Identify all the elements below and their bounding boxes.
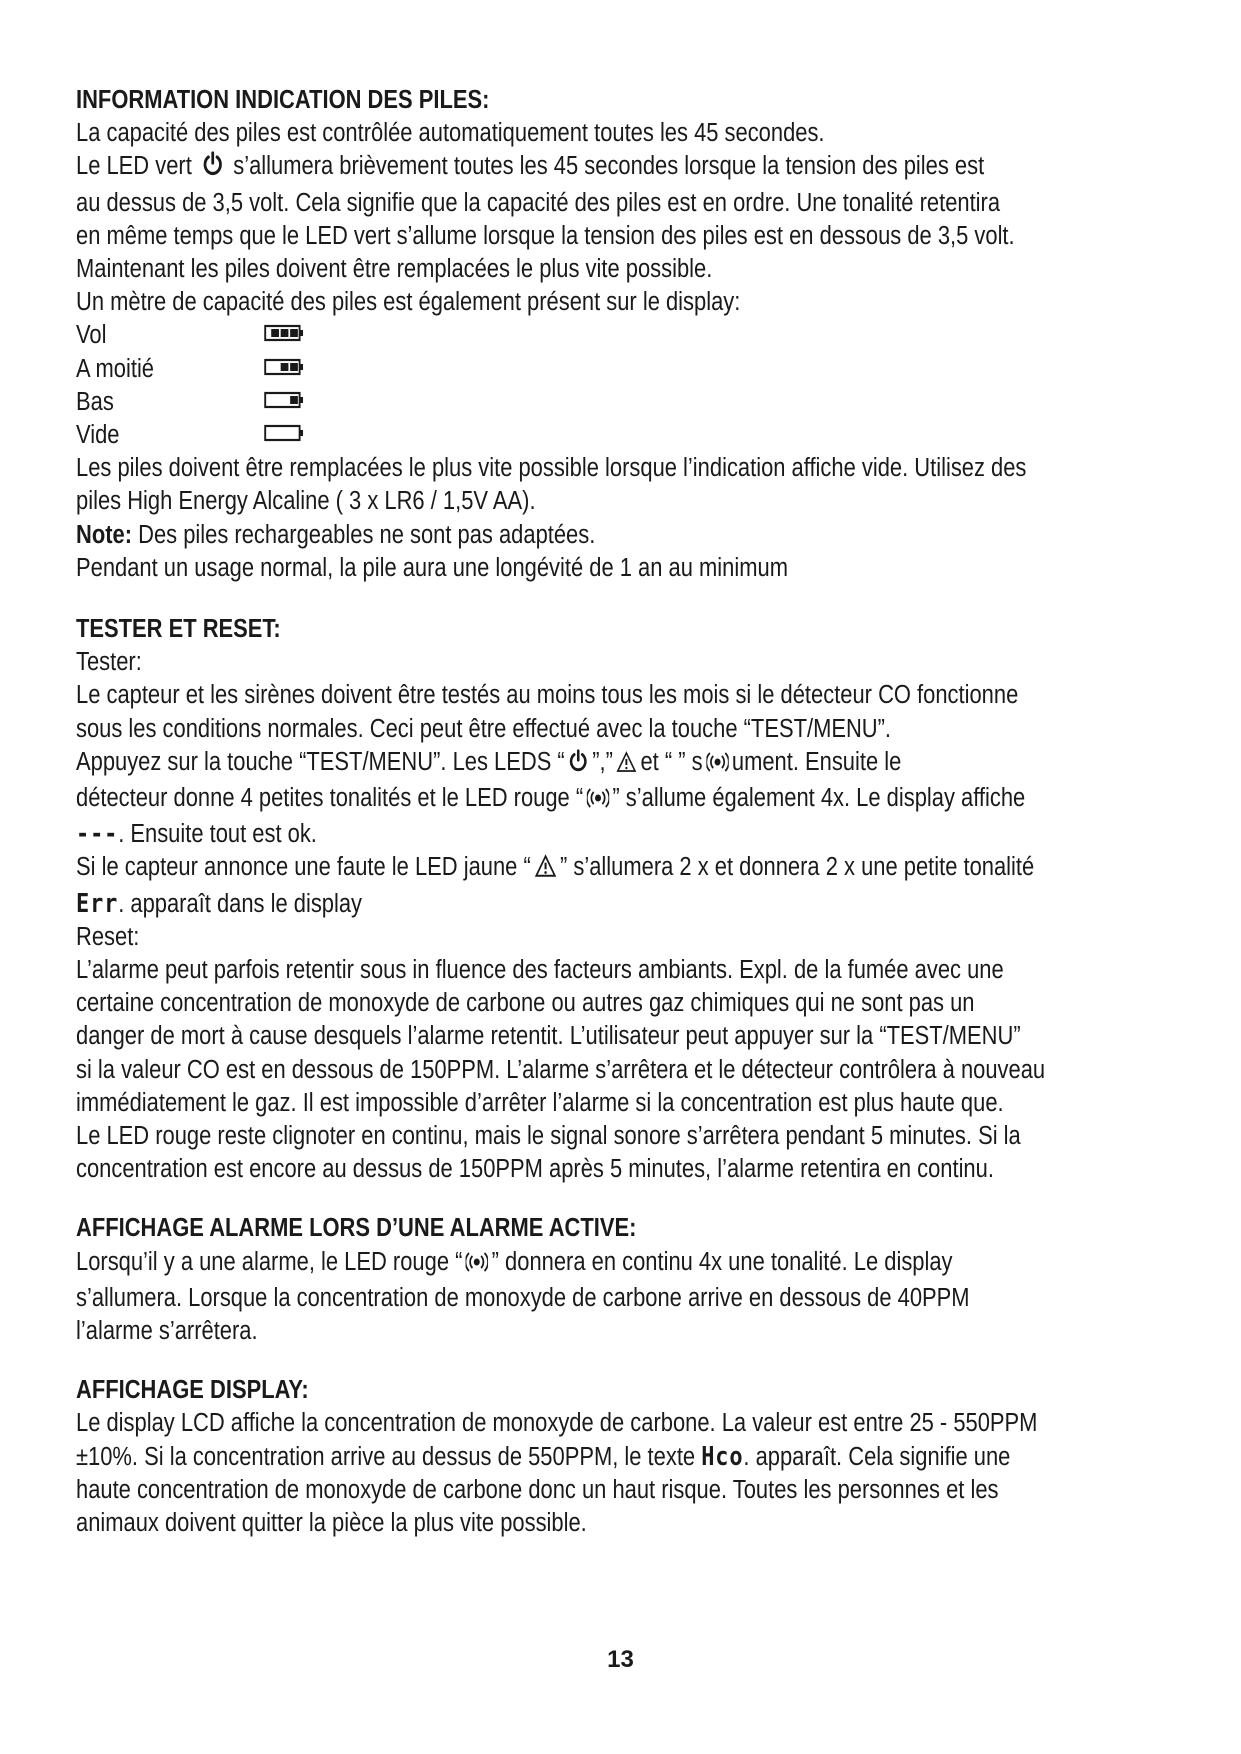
document-body xyxy=(76,84,1166,1540)
paragraph-line: ---. Ensuite tout est ok. xyxy=(76,819,317,850)
battery-icon xyxy=(263,386,304,419)
warning-icon xyxy=(616,749,637,782)
test-section-title: TESTER ET RESET: xyxy=(76,614,281,643)
paragraph-line: détecteur donne 4 petites tonalités et le LED rouge “ ” s’allume également 4x. Le display affiche xyxy=(76,782,1166,818)
battery-level-row xyxy=(76,319,1166,352)
paragraph-line: Si le capteur annonce une faute le LED jaune “ ” s’allumera 2 x et donnera 2 x une petite tonalité xyxy=(76,851,1166,887)
display-dash-readout: --- xyxy=(76,819,119,850)
paragraph-line: l’alarme s’arrêtera. xyxy=(76,1317,258,1346)
paragraph-line: Maintenant les piles doivent être remplacées le plus vite possible. xyxy=(76,255,713,284)
display-err-readout: Err xyxy=(76,888,119,919)
alarm-section-title: AFFICHAGE ALARME LORS D’UNE ALARME ACTIVE: xyxy=(76,1214,637,1243)
battery-level-list xyxy=(76,319,1166,452)
page-number: 13 xyxy=(607,1646,634,1673)
paragraph-line: La capacité des piles est contrôlée automatiquement toutes les 45 secondes. xyxy=(76,119,825,148)
battery-level-label: A moitié xyxy=(76,354,155,383)
paragraph-line: Err. apparaît dans le display xyxy=(76,888,363,919)
paragraph-line: Les piles doivent être remplacées le plus vite possible lorsque l’indication affiche vide. Utilisez des xyxy=(76,454,1027,483)
paragraph-line: Pendant un usage normal, la pile aura une longévité de 1 an au minimum xyxy=(76,553,788,582)
battery-icon xyxy=(263,319,304,352)
battery-icon xyxy=(263,353,304,386)
display-hco-readout: Hco xyxy=(701,1441,744,1472)
battery-level-row xyxy=(76,419,1166,452)
paragraph-line: Le LED rouge reste clignoter en continu, mais le signal sonore s’arrêtera pendant 5 minutes. Si la xyxy=(76,1122,1021,1151)
display-section-title: AFFICHAGE DISPLAY: xyxy=(76,1376,309,1405)
power-icon xyxy=(201,151,223,186)
paragraph-line: Lorsqu’il y a une alarme, le LED rouge “ ” donnera en continu 4x une tonalité. Le display xyxy=(76,1246,1166,1282)
paragraph-line: au dessus de 3,5 volt. Cela signifie que la capacité des piles est en ordre. Une tonalité retentira xyxy=(76,188,1001,217)
paragraph-line: danger de mort à cause desquels l’alarme retentit. L’utilisateur peut appuyer sur la “TEST/MENU” xyxy=(76,1022,1021,1051)
paragraph-line: Le display LCD affiche la concentration de monoxyde de carbone. La valeur est entre 25 - 550PPM xyxy=(76,1409,1038,1438)
paragraph-line: Un mètre de capacité des piles est également présent sur le display: xyxy=(76,288,741,317)
battery-level-label: Vol xyxy=(76,321,107,350)
paragraph-line: Appuyez sur la touche “TEST/MENU”. Les LEDS “ ”,” et “ ” s ument. Ensuite le xyxy=(76,746,1166,782)
paragraph-line: haute concentration de monoxyde de carbone donc un haut risque. Toutes les personnes et les xyxy=(76,1475,999,1504)
paragraph-line: ±10%. Si la concentration arrive au dessus de 550PPM, le texte Hco. apparaît. Cela signifie une xyxy=(76,1441,1011,1472)
paragraph-line: Le LED vert s’allumera brièvement toutes les 45 secondes lorsque la tension des piles est xyxy=(76,150,1166,186)
battery-level-row xyxy=(76,386,1166,419)
battery-section-title: INFORMATION INDICATION DES PILES: xyxy=(76,86,490,114)
paragraph-line: certaine concentration de monoxyde de carbone ou autres gaz chimiques qui ne sont pas un xyxy=(76,989,975,1018)
battery-level-label: Vide xyxy=(76,420,120,449)
battery-level-label: Bas xyxy=(76,387,114,416)
paragraph-line: immédiatement le gaz. Il est impossible d’arrêter l’alarme si la concentration est plus haute que. xyxy=(76,1088,1004,1117)
paragraph-line: si la valeur CO est en dessous de 150PPM. L’alarme s’arrêtera et le détecteur contrôlera à nouveau xyxy=(76,1055,1046,1084)
paragraph-line: L’alarme peut parfois retentir sous in fluence des facteurs ambiants. Expl. de la fumée avec une xyxy=(76,956,1004,985)
battery-level-row xyxy=(76,353,1166,386)
alarm-signal-icon xyxy=(466,1249,488,1282)
warning-icon xyxy=(534,854,556,887)
paragraph-line: en même temps que le LED vert s’allume lorsque la tension des piles est en dessous de 3,5 volt. xyxy=(76,221,1015,250)
alarm-signal-icon xyxy=(587,785,609,818)
paragraph-line: sous les conditions normales. Ceci peut être effectué avec la touche “TEST/MENU”. xyxy=(76,714,892,743)
paragraph-line: piles High Energy Alcaline ( 3 x LR6 / 1,5V AA). xyxy=(76,487,536,516)
power-icon xyxy=(568,749,589,782)
paragraph-line: animaux doivent quitter la pièce la plus vite possible. xyxy=(76,1509,587,1538)
note-line: Note: Des piles rechargeables ne sont pas adaptées. xyxy=(76,520,596,549)
battery-icon xyxy=(263,419,304,452)
paragraph-line: Reset: xyxy=(76,922,140,951)
alarm-signal-icon xyxy=(706,749,728,782)
note-label: Note: xyxy=(76,520,133,549)
paragraph-line: concentration est encore au dessus de 150PPM après 5 minutes, l’alarme retentira en continu. xyxy=(76,1155,994,1184)
paragraph-line: s’allumera. Lorsque la concentration de monoxyde de carbone arrive en dessous de 40PPM xyxy=(76,1283,970,1312)
paragraph-line: Le capteur et les sirènes doivent être testés au moins tous les mois si le détecteur CO fonctionne xyxy=(76,681,1019,710)
paragraph-line: Tester: xyxy=(76,648,142,677)
